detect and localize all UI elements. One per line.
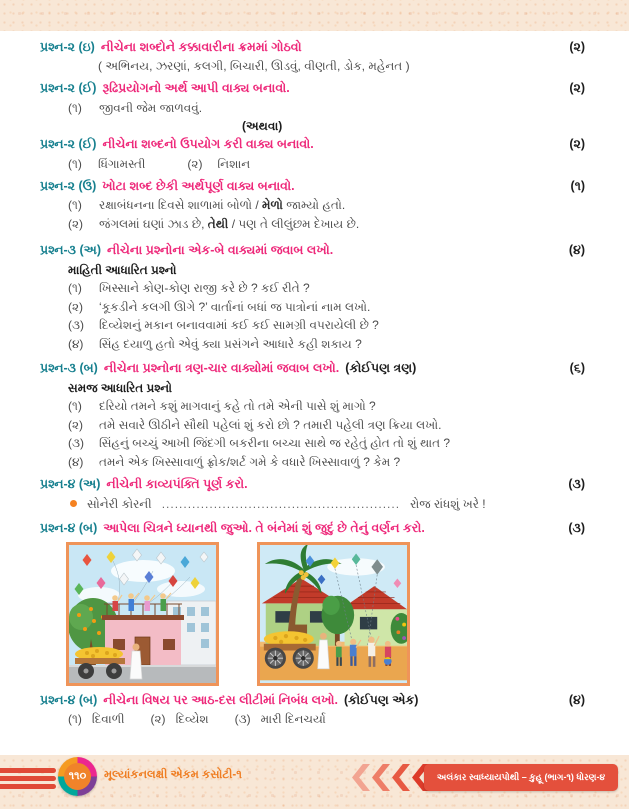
item-text-pre: રક્ષાબંધનના દિવસે શાળામાં બોળો / (99, 198, 263, 212)
item-text-post: / પણ તે લીલુંછમ દેખાય છે. (228, 216, 360, 231)
question-title: આપેલા ચિત્રને ધ્યાનથી જુઓ. તે બંનેમાં શું જુદું છે તેનું વર્ણન કરો. (103, 520, 425, 535)
question-item (68, 336, 585, 352)
item-number: (૨) (68, 417, 84, 432)
item-number: (૪) (68, 336, 84, 351)
item-number: (૧) (68, 399, 82, 413)
item-text: સિંહ દયાળુ હતો એવું ક્યા પ્રસંગને આધારે કહી શકાય ? (99, 336, 362, 351)
question-item (68, 435, 585, 451)
question-item (68, 398, 585, 414)
item-number: (૨) (187, 156, 203, 171)
question-label: પ્રશ્ન-૩ (અ) (40, 242, 101, 257)
footer-book-banner (424, 764, 618, 791)
chevrons-left-icon (352, 764, 430, 791)
question-marks: (૪) (568, 242, 585, 257)
fill-in-blank-dots: ....................................................... (161, 496, 401, 511)
question-label: પ્રશ્ન-૪ (અ) (40, 476, 101, 491)
item-text: દિવ્યેશનું મકાન બનાવવામાં કઈ કઈ સામગ્રી વપરાયેલી છે ? (99, 318, 379, 332)
item-number: (૨) (68, 216, 84, 231)
question-note: (કોઈપણ ત્રણ) (345, 360, 417, 375)
question-label: પ્રશ્ન-૪ (બ) (40, 520, 98, 535)
subheading: માહિતી આધારિત પ્રશ્નો (68, 262, 177, 277)
item-text: ‘કૂકડીને કલગી ઊગે ?’ વાર્તાનાં બધાં જ પાત્રોનાં નામ લખો. (99, 299, 371, 314)
item-text: નિશાન (217, 156, 251, 171)
question-3b-header (40, 360, 585, 377)
item-text: દરિયો તમને કશું માગવાનું કહે તો તમે એની પાસે શું માગો ? (99, 399, 376, 413)
question-item (68, 156, 145, 172)
item-number: (૧) (68, 156, 82, 171)
item-number: (૩) (68, 318, 84, 332)
question-item (68, 197, 585, 213)
item-number: (૨) (150, 712, 166, 726)
question-title: નીચેની કાવ્યપંક્તિ પૂર્ણ કરો. (106, 476, 248, 491)
item-text: સિંહનું બચ્ચું આખી જિંદગી બકરીના બચ્ચા સાથે જ રહેતું હોત તો શું થાત ? (99, 436, 451, 450)
question-title: રૂઢિપ્રયોગનો અર્થ આપી વાક્ય બનાવો. (102, 81, 290, 95)
question-marks: (૨) (569, 81, 585, 95)
item-number: (૩) (68, 436, 84, 450)
question-label: પ્રશ્ન-૨ (ઉ) (40, 178, 97, 193)
poem-line (70, 496, 585, 512)
street-kite-scene-illustration (260, 545, 407, 683)
question-item (187, 156, 250, 172)
question-item (68, 317, 585, 333)
page-footer (0, 755, 629, 809)
essay-topic (151, 711, 209, 727)
question-label: પ્રશ્ન-૨ (ઇ) (40, 40, 95, 54)
question-item (68, 100, 585, 116)
question-marks: (૬) (569, 360, 585, 375)
question-3a-header (40, 242, 585, 259)
page-number: ૧૧૦ (64, 763, 91, 790)
item-text: ધિંગામસ્તી (98, 156, 146, 171)
item-text-bold: મેળો (262, 198, 283, 212)
question-label: પ્રશ્ન-૨ (ઈ) (40, 81, 97, 95)
page-number-badge (58, 757, 97, 796)
question-title: નીચેના પ્રશ્નોના એક-બે વાક્યમાં જવાબ લખો. (107, 242, 334, 257)
essay-topics (68, 711, 585, 727)
item-text: તમે સવારે ઊઠીને સૌથી પહેલાં શું કરો છો ? તમારી પહેલી ત્રણ ક્રિયા લખો. (99, 417, 442, 432)
rooftop-kite-scene-illustration (69, 545, 216, 683)
question-title: નીચેના વિષય પર આઠ-દસ લીટીમાં નિબંધ લખો. (103, 692, 338, 707)
item-number: (૩) (234, 712, 251, 726)
item-text-pre: જંગલમાં ઘણાં ઝાડ છે, (99, 216, 208, 231)
or-divider: (અથવા) (242, 119, 283, 133)
item-text: મારી દિનચર્યા (260, 712, 326, 726)
word-list: ( અભિનય, ઝરણાં, કલગી, બિચારી, ઊડવું, વીણતી, ડોક, મહેનત ) (98, 59, 410, 73)
question-4a-header (40, 476, 585, 493)
question-marks: (૨) (569, 40, 585, 54)
question-item (68, 216, 585, 232)
item-text (99, 197, 345, 213)
subheading: સમજ આધારિત પ્રશ્નો (68, 380, 173, 395)
question-title: નીચેના શબ્દોને કક્કાવારીના ક્રમમાં ગોઠવો (100, 40, 302, 54)
item-number: (૧) (68, 198, 82, 212)
bullet-icon (70, 500, 77, 507)
street-kite-scene-image (257, 542, 410, 686)
question-item (68, 299, 585, 315)
item-text: દિવ્યેશ (175, 712, 209, 726)
page-content (0, 31, 629, 755)
item-text: તમને એક ખિસ્સાવાળું ફ્રોક/શર્ટ ગમે કે વધારે ખિસ્સાવાળું ? કેમ ? (99, 454, 401, 469)
question-marks: (૨) (569, 137, 585, 151)
question-2i-header (40, 39, 585, 56)
question-label: પ્રશ્ન-૩ (બ) (40, 360, 98, 375)
rooftop-kite-scene-image (66, 542, 219, 686)
footer-book-banner-text: અલંકાર સ્વાધ્યાયપોથી – કુહૂ (ભાગ-૧) ધોરણ-૪ (436, 772, 606, 782)
inline-items (68, 156, 585, 172)
question-item (68, 454, 585, 470)
question-2u-header (40, 178, 585, 195)
item-number: (૧) (68, 281, 82, 295)
comparison-images (66, 542, 585, 686)
question-label: પ્રશ્ન-૪ (બ) (40, 692, 98, 707)
item-number: (૧) (68, 100, 82, 115)
question-marks: (૪) (568, 692, 585, 707)
item-number: (૪) (68, 454, 84, 469)
poem-line-end: રોજ રાંધશું ખરે ! (410, 496, 486, 511)
question-4b-essay-header (40, 692, 585, 709)
question-label: પ્રશ્ન-૨ (ઈ) (40, 137, 97, 151)
question-title: ખોટા શબ્દ છેકી અર્થપૂર્ણ વાક્ય બનાવો. (102, 178, 295, 193)
essay-topic (235, 711, 326, 727)
item-text-post: જામ્યો હતો. (282, 198, 346, 212)
question-title: નીચેના પ્રશ્નોના ત્રણ-ચાર વાક્યોમાં જવાબ લખો. (103, 360, 340, 375)
question-2ii-header (40, 80, 585, 97)
question-4b-header (40, 520, 585, 537)
question-item (68, 280, 585, 296)
item-text (99, 216, 359, 232)
footer-stripes-icon (0, 768, 56, 789)
poem-line-start: સોનેરી કોરની (87, 496, 152, 511)
question-2ii-alt-header (40, 136, 585, 153)
item-text: જીવની જેમ જાળવવું. (99, 100, 203, 115)
item-text-bold: તેથી (207, 216, 229, 231)
item-number: (૨) (68, 299, 84, 314)
question-marks: (૩) (568, 520, 585, 535)
item-text: દિવાળી (91, 712, 125, 726)
question-item (68, 417, 585, 433)
item-text: ખિસ્સાને કોણ-કોણ રાજી કરે છે ? કઈ રીતે ? (99, 281, 310, 295)
essay-topic (68, 711, 125, 727)
question-note: (કોઈપણ એક) (344, 692, 419, 707)
question-title: નીચેના શબ્દનો ઉપયોગ કરી વાક્ય બનાવો. (102, 137, 314, 151)
footer-series-title: મૂલ્યાંકનલક્ષી એકમ કસોટી-૧ (104, 769, 242, 781)
item-number: (૧) (68, 712, 82, 726)
question-marks: (૩) (568, 476, 585, 491)
question-marks: (૧) (570, 178, 585, 193)
